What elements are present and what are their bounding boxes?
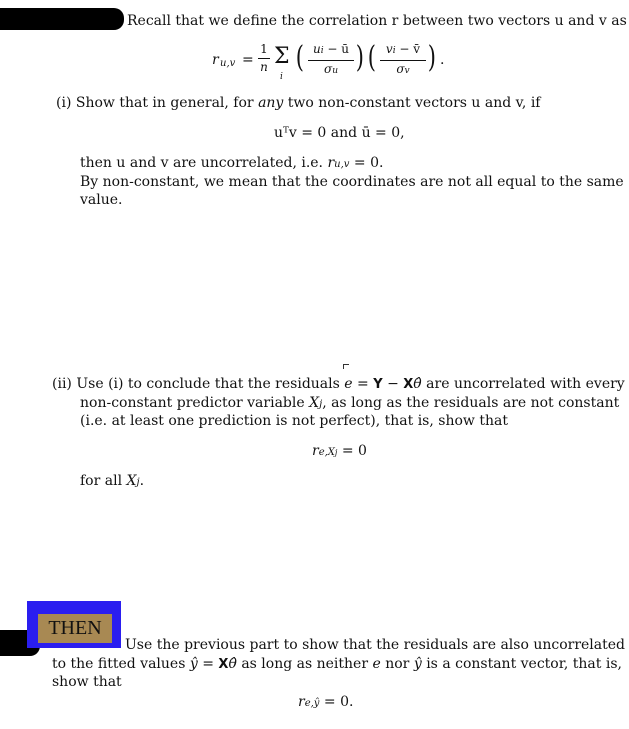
part-i-r-rest: = 0.: [349, 155, 384, 171]
part-ii-X: X: [403, 377, 414, 392]
then-eq-r: r: [298, 694, 305, 710]
part-ii-e: e: [344, 376, 353, 392]
eq-rparen-2: ): [427, 40, 436, 75]
then-line2-b: as long as neither: [236, 656, 369, 672]
then-yhat2: ŷ: [413, 656, 422, 672]
eq-frac1-den: σ: [324, 62, 333, 76]
part-ii-for-all-end: .: [139, 473, 145, 489]
part-i-definition-1: By non-constant, we mean that the coordinates are not all equal to the same: [80, 174, 624, 190]
part-ii-Y: Y: [373, 377, 383, 392]
then-line2-d: is a constant vector, that is,: [421, 656, 622, 672]
intro-text: Recall that we define the correlation r between two vectors u and v as: [127, 13, 627, 29]
eq-equals: =: [242, 52, 254, 68]
eq-frac2-num: v: [385, 42, 393, 56]
part-ii-for-all-sub: j: [136, 477, 140, 488]
eq-frac-v: [380, 42, 426, 79]
then-line2-c: nor: [380, 656, 410, 672]
eq-frac-u: [308, 42, 354, 79]
part-i-condition: uᵀv = 0 and ū = 0,: [274, 125, 405, 141]
eq-frac2-num-sub: i: [392, 46, 396, 56]
then-theta: θ̂: [228, 656, 237, 672]
then-line3: show that: [52, 674, 122, 690]
part-ii-for-all: [80, 472, 144, 492]
eq-lparen-1: (: [295, 40, 304, 75]
part-ii-Xj-sub: j: [319, 399, 323, 410]
part-ii-line1-a: Use (i) to conclude that the residuals: [76, 376, 340, 392]
part-ii-for-all-text: for all: [80, 473, 123, 489]
part-ii-line1: [52, 375, 625, 394]
part-i-text-a: Show that in general, for: [75, 95, 254, 111]
then-yhat: ŷ: [189, 656, 198, 672]
eq-n: n: [260, 60, 268, 74]
part-i-r: r: [327, 155, 335, 171]
eq-frac1-den-sub: u: [332, 66, 338, 76]
part-ii-eq: =: [352, 376, 374, 392]
eq-fraction-bar: [258, 58, 270, 59]
redaction-bar-top: [0, 8, 124, 30]
then-e: e: [372, 656, 381, 672]
then-line1: Use the previous part to show that the residuals are also uncorrelated: [125, 637, 626, 653]
part-ii-label: (ii): [52, 376, 72, 392]
eq-lparen-2: (: [367, 40, 376, 75]
eq-frac2-den: σ: [396, 62, 405, 76]
part-i-r-sub: u,v: [334, 159, 350, 170]
eq-frac2-num-rest: − v̄: [395, 42, 421, 56]
eq-frac1-num-rest: − ū: [323, 42, 350, 56]
eq-period: .: [440, 52, 445, 68]
part-ii-Xj: X: [309, 395, 320, 411]
part-i-text-any: any: [258, 95, 284, 111]
then-eq-rest: = 0.: [319, 694, 354, 710]
eq-frac1-bar: [308, 60, 354, 61]
stray-mark: [343, 364, 349, 369]
eq-sum-index: i: [280, 72, 283, 82]
then-eq-sub: e,ŷ: [304, 698, 320, 709]
part-ii-eq-rest: = 0: [337, 443, 367, 459]
part-i-then-text: then u and v are uncorrelated, i.e.: [80, 155, 324, 171]
then-equation: [298, 693, 353, 713]
part-ii-eq-sub-j: j: [334, 448, 338, 457]
part-ii-theta: θ̂: [413, 376, 422, 392]
eq-one-over-n: [258, 42, 270, 75]
part-i-then-line: [80, 154, 383, 174]
then-eq: =: [197, 656, 219, 672]
eq-frac2-bar: [380, 60, 426, 61]
part-ii-line2-b: , as long as the residuals are not constant: [322, 395, 620, 411]
part-ii-equation: [312, 442, 367, 462]
part-ii-eq-r: r: [312, 443, 319, 459]
eq-lhs-sub: u,v: [220, 58, 236, 69]
eq-frac1-num-sub: i: [320, 46, 324, 56]
part-ii-line2: [80, 394, 619, 414]
correlation-equation: [212, 40, 452, 84]
part-i-label: (i): [56, 95, 72, 111]
eq-lhs-r: r: [212, 52, 219, 68]
eq-frac1-num: u: [312, 42, 321, 56]
eq-frac2-den-sub: v: [404, 66, 410, 76]
part-ii-for-all-X: X: [126, 473, 137, 489]
part-ii-line3: (i.e. at least one prediction is not perfect), that is, show that: [80, 413, 508, 429]
part-ii-minus: −: [382, 376, 404, 392]
part-i-line1: [56, 94, 540, 113]
then-line2: [52, 655, 622, 674]
eq-sum: Σ: [274, 44, 290, 69]
part-ii-line2-a: non-constant predictor variable: [80, 395, 305, 411]
eq-rparen-1: ): [355, 40, 364, 75]
then-badge: THEN: [38, 614, 112, 643]
part-i-text-b: two non-constant vectors u and v, if: [287, 95, 541, 111]
part-i-definition-2: value.: [80, 192, 123, 208]
part-ii-line1-b: are uncorrelated with every: [421, 376, 625, 392]
part-ii-eq-sub: e,X: [318, 447, 335, 458]
then-line2-a: to the fitted values: [52, 656, 186, 672]
then-X: X: [218, 657, 229, 672]
eq-one: 1: [260, 42, 268, 56]
